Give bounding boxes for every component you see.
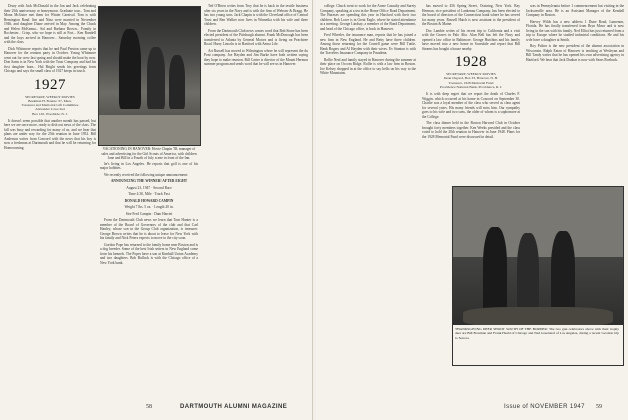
col2-text-c: From the Dartmouth Club news we learn that Tom Hunter is a member of the Board of Governors of the club and that Carl Hanley, whose son in the Group Club organization, is treasurer. George Brown writes that he is about to leave for New York with his family and Nick Peters expects to move to the city soon.: [100, 218, 198, 241]
r-col3-text-c: Roy Fulton is the new president of the alumni association in Wisconsin. Ralph Eaton of Hanover is teaching at Wesleyan and Bill Tandy writes that he has opened his own advertising agency in Hartford. We hear that Jack Dunbar is now with Sears Roebuck.: [526, 44, 624, 62]
col1-top-text: Drury with Jack McDonald in the Jan and Jack celebrating their 25th anniversary or honeymoon. Graduate tour... Tom and Mona McGuire met them for Winter Carnival. Tom is with Remington Rand. Jim and Nina were married in November 1946, and daughter Diane arrived in May. Among the Chuck and Helen McKenna... Sal and Barbara Brown... Family in Rochester... Crisp, who we hope is still at Fort... Ken Rundell and the boys arrived in Hanover... Saturday morning coffee with the class.: [4, 4, 96, 44]
right-column-3: [526, 4, 624, 182]
col2-text-d: Gordon Pope has returned to the family home near Boston and is a dog breeder. Some of the best Irish setters in New England come from his kennels. The Popes have a son at Kimball Union Academy and two daughters. Bob Bullock is with the Chicago office of a New York bank.: [100, 242, 198, 265]
r-col1-text-a: college. Chuck went to work for the Acme Casualty and Surety Company, speaking at a tea in the Home Office Road Department. The Burnses are spending this year in Hartford with their two children. Bob Lowe is in Great Eagle, where he stated attendance at a meeting. George Lindsay, a member of the Bond Department, and head of the Chicago office, is back in Hanover.: [320, 4, 416, 31]
r-col2-text-d: The class dinner held in the Boston Harvard Club in October brought forty members together. Ken Weeks presided and the class voted to hold the 20th reunion in Hanover in June 1948. Plans for the 1928 Memorial Fund were discussed in detail.: [422, 121, 520, 139]
sky: [453, 187, 623, 257]
col1-bottom-text: It doesn't seem possible that another month has passed, but here we are once more, ready to dish out news of the class. The fall was busy and rewarding for many of us, and we hear that plans are under way for the 25th reunion in June 1952. Bill Anderson writes from Concord with the news that his boy is now a freshman at Dartmouth and that he will be returning for Homecoming.: [4, 118, 96, 150]
col3-text-c: Art Russell has moved to Wilmington where he will represent the du Pont company. Joe Hayden and Jim Burke have both written saying they hope to make reunion. Bill Carter is director of the Mount Hermon summer program and sends word that he will see us in Hanover.: [204, 48, 308, 66]
col3-text-a: Ted O'Brien writes from Troy that he is back in the textile business after six years in the Navy and is with the firm of Webster & Bragg. He has two young sons. Jack Chapin is with the Cleveland office of Central Trust and Ben Walker now lives in Winnetka with his wife and three children.: [204, 4, 308, 26]
class-year-1927: 1927: [34, 76, 66, 93]
left-column-1: [4, 4, 96, 404]
photo-caption-strip: [453, 325, 623, 365]
deer-photo-caption: THANKSGIVING DEER SHOOT SOUTH OF THE BORDER: The two gun celebrators above with their trophy deer are Bill Bowman and Frank Heald of Chicago and Ned Greenleaf of Los Angeles, during a recent vacation trip to Sonora.: [455, 327, 619, 340]
r-col2-text-b: Doc Lambie writes of his recent trip to California and a visit with the Graves in Palo Alto. Alan Bell has left the Navy and opened a law office in Baltimore. George Hutchins and his family have moved into a new home in Scarsdale and report that Bill Stearns has bought a house nearby.: [422, 28, 520, 51]
left-column-3: [204, 4, 308, 402]
r-col3-text-b: Harvey Wilds has a new address 1 Dune Road, Lumenon, Florida. He has finally transferred from Bryn Mawr and is now living in the sun with his family. Ned Elliot has just returned from a trip to Europe where he studied industrial conditions. He and his wife have a daughter at Smith.: [526, 19, 624, 42]
announcement-heading: ANNOUNCING THE WINNER! AFTER EIGHT: [110, 179, 188, 184]
class-address: Box 120, Woodside, N. J.: [32, 111, 68, 116]
r-col1-text-c: Rollie Neal and family stayed in Hanover during the summer at their place on Occom Ridge. Rollie is with a law firm in Boston. Joe Kelsey dropped in at the office to say hello on his way to the White Mountains.: [320, 57, 416, 75]
hunter-figure: [551, 231, 575, 319]
right-column-1: [320, 4, 416, 402]
left-page: [0, 0, 313, 420]
col3-text-b: From the Dartmouth Club news comes word that Bob Stone has been elected president of the Pittsburgh alumni. Frank McDonough has been transferred to Atlanta by General Motors and is living on Peachtree Road. Harry Lincoln is in Hartford with Aetna Life.: [204, 28, 308, 46]
treasurer-label: Treasurer and Memorial Gift Committee: [21, 103, 79, 108]
child-figure: [169, 55, 185, 109]
vacationing-photo: [98, 6, 201, 146]
treasurer-label: Treasurer, 1928 Memorial Fund: [448, 80, 494, 85]
magazine-title-footer: [180, 404, 287, 410]
announcement-line: Sire Fred Campin · Dam Harriet: [125, 211, 173, 216]
photo-caption: VACATIONING IN HANOVER: Hovie Chapin '38, manager of sales and advertising for the Girl Scouts of America, with children Jane and Bill in a Fourth of July scene in front of the Inn.: [101, 147, 197, 161]
class-year-1928: 1928: [455, 54, 487, 70]
col2-text-a: he's living in Los Angeles. He reports that golf is one of his major hobbies.: [100, 161, 198, 171]
deer-shoot-photo: [452, 186, 624, 366]
r-col3-text-a: was in Pennsylvania before 1 commencement but visiting in the Jacksonville area. He is an Assistant Manager of the Kendall Company in Boston.: [526, 4, 624, 17]
treasurer-name: Providence National Bank, Providence, R. I.: [439, 84, 503, 89]
footer-title: DARTMOUTH ALUMNI MAGAZINE: [180, 404, 288, 410]
r-col2-text-a: has moved to 456 Spring Street, Ossining, New York. Ray Herman, vice president of Lankenau Company, has been elected to the board of directors of the Connecticut bank where he has served for many years. Russell Hatch is now assistant to the president of the Boston & Maine.: [422, 4, 520, 26]
r-col1-text-b: Fred Wheeler, the insurance man, reports that he has joined a new firm in New England. He and Betty have three children. Among those returning for the Cornell game were Bill Tuttle, Hank Rogers and Al Hayden with their wives. Ev Stanton is with the Travelers Insurance Company in Pasadena.: [320, 33, 416, 55]
left-column-2: [100, 146, 198, 402]
page-number-left: 58: [146, 404, 152, 410]
secretary-name: Beekman H. Bourne '27, Mass.: [28, 98, 72, 103]
secretary-label: SECRETARY, WEEKLY MOVIES: [446, 72, 496, 76]
ground: [99, 115, 200, 145]
hunter-figure: [483, 227, 507, 319]
announcement-name: DONALD HOWARD CAMPIN: [124, 198, 174, 203]
deer-trophy: [463, 307, 613, 327]
col1-body-text: Dick Whitmore reports that he and Paul Preston came up to Hanover for the reunion party in October. Young Whitmore went out for crew last spring and should make the boat by now. Don Sams is in New York with the Trust Company and had his first daughter born... Hal Bright sends his greetings from Chicago and says the small class of 1927 keeps in touch.: [4, 46, 96, 73]
issue-footer: [504, 404, 585, 410]
child-figure: [147, 47, 165, 109]
col2-text-b: We recently received the following unique announcement:: [104, 172, 188, 177]
announcement-line: Time 4:30, Mile · Track Fast: [128, 192, 170, 197]
footer-issue: Issue of NOVEMBER 1947: [504, 404, 585, 410]
r-col2-text-c: It is with deep regret that we report the death of Charles F. Wiggin, which occurred at his home in Concord on September 30. Charlie was a loyal member of the class who served as class agent for several years. His many friends will miss him. Our sympathy goes to his wife and two sons, the older of whom is a sophomore at the College.: [422, 92, 520, 119]
announcement-line: Weight 7 lbs. 5 oz. · Length 20 in.: [124, 205, 174, 210]
page-number-right: 59: [596, 404, 602, 410]
treasurer-name: Alexander Lowe 2nd: [35, 107, 65, 112]
secretary-label: SECRETARY, WEEKLY MOVIES: [25, 94, 75, 99]
announcement-line: August 23, 1947 · Second Race: [126, 185, 172, 190]
secretary-name: Dean Osgood, Box 33, Hanover, N. H.: [443, 76, 499, 81]
person-figure: [119, 29, 141, 109]
